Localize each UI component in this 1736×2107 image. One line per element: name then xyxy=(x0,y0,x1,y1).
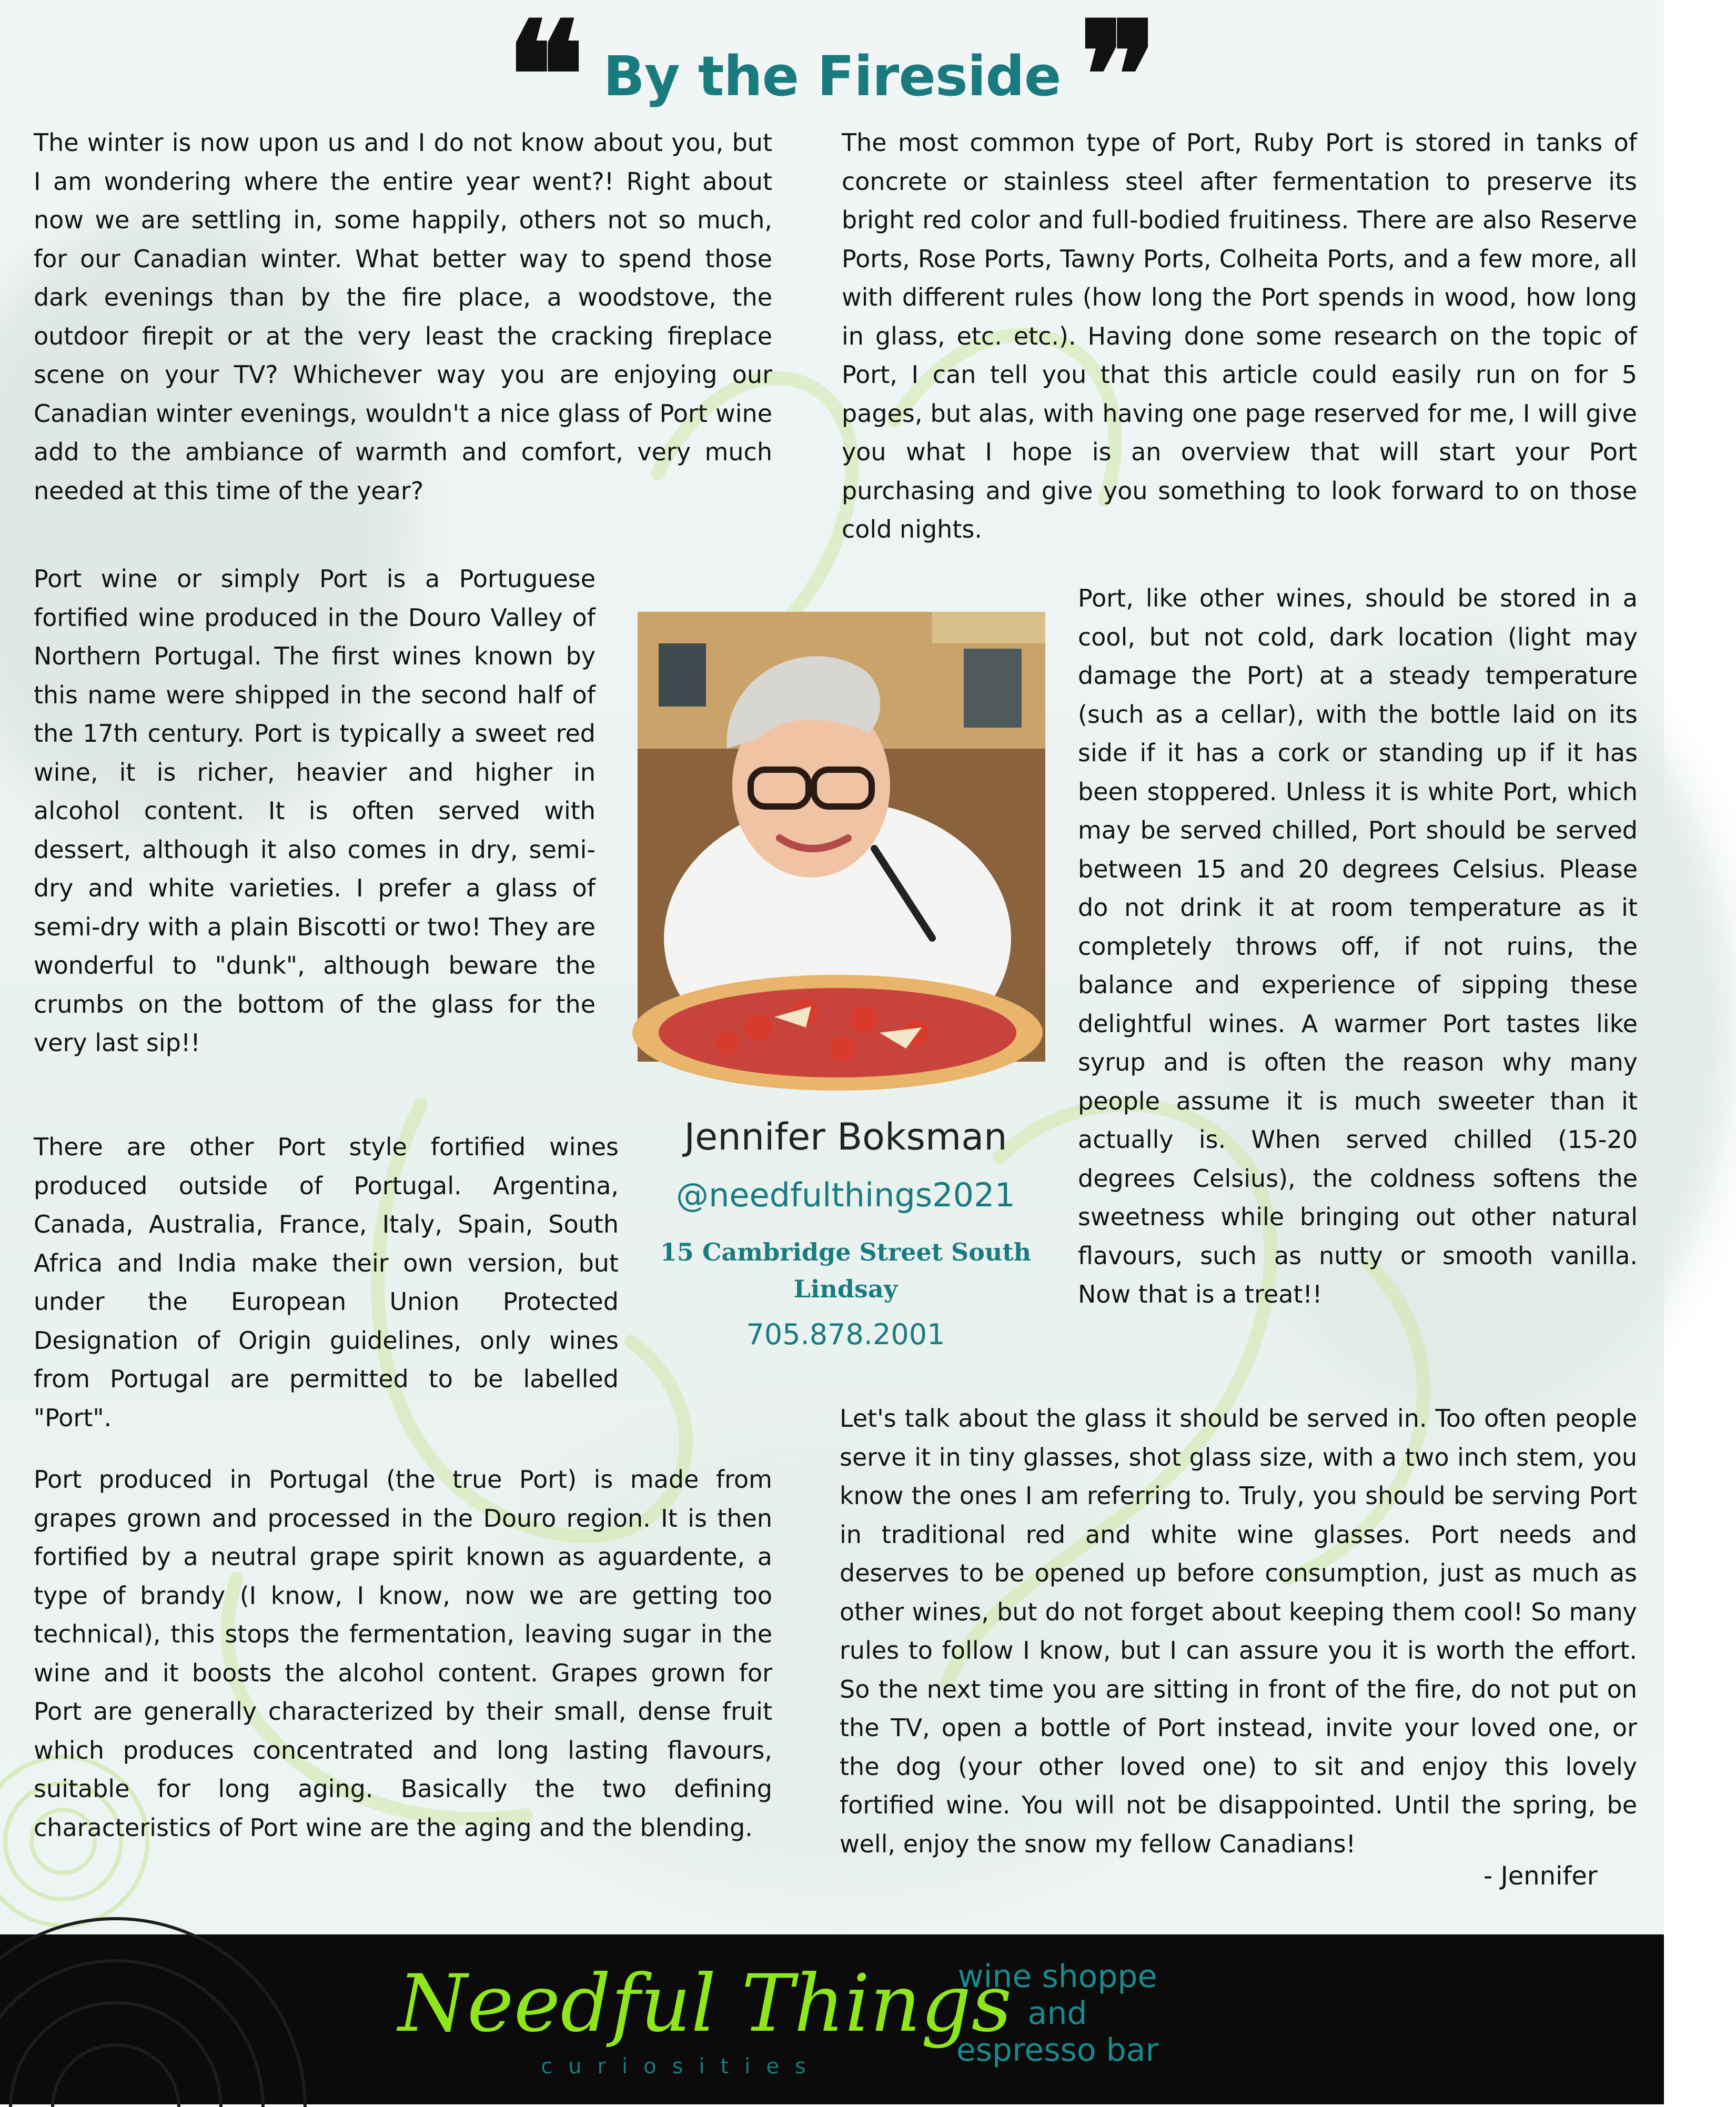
svg-text:Needful Things: Needful Things xyxy=(398,1958,1012,2050)
logo-subtitle: curiosities xyxy=(541,2054,822,2079)
footer-tagline xyxy=(952,1958,1163,2069)
address-line-2: Lindsay xyxy=(793,1275,898,1303)
tagline-line-2: and xyxy=(1027,1995,1087,2032)
address-line-1: 15 Cambridge Street South xyxy=(660,1238,1032,1266)
author-name: Jennifer Boksman xyxy=(684,1115,1007,1158)
needful-things-logo xyxy=(398,1954,1012,2054)
author-phone[interactable]: 705.878.2001 xyxy=(746,1318,945,1351)
tagline-line-3: espresso bar xyxy=(956,2032,1159,2069)
author-signature: - Jennifer xyxy=(1483,1861,1598,1891)
paragraph-glassware: Let's talk about the glass it should be served in. Too often people serve it in tiny glasses, shot glass size, with a two inch stem, you know the ones I am referring to. Truly, you should be serving Port in traditional red and white wine glasses. Port needs and deserves to be opened up before consumption, just as much as other wines, but do not forget about keeping them cool! So many rules to follow I know, but I can assure you it is worth the effort. So the next time you are sitting in front of the fire, do not put on the TV, open a bottle of Port instead, invite your loved one, or the dog (your other loved one) to sit and enjoy this lovely fortified wine. You will not be disappointed. Until the spring, be well, enjoy the snow my fellow Canadians! xyxy=(840,1404,1637,1858)
paragraph-ruby-port: The most common type of Port, Ruby Port is stored in tanks of concrete or stainless steel after fermentation to preserve its bright red color and full-bodied fruitiness. There are also Reserve Ports, Rose Ports, Tawny Ports, Colheita Ports, and a few more, all with different rules (how long the Port spends in wood, how long in glass, etc. etc.). Having done some research on the topic of Port, I can tell you that this article could easily run on for 5 pages, but alas, with having one page reserved for me, I will give you what I hope is an overview that will start your Port purchasing and give you something to look forward to on those cold nights. xyxy=(842,128,1637,543)
title-text: By the Fireside xyxy=(603,44,1061,108)
close-quote-icon: ❞ xyxy=(1078,0,1158,163)
author-social-handle[interactable]: @needfulthings2021 xyxy=(676,1176,1015,1214)
author-photo xyxy=(638,612,1045,1062)
paragraph-true-port: Port produced in Portugal (the true Port) is made from grapes grown and processed in the Douro region. It is then fortified by a neutral grape spirit known as aguardente, a type of brandy (I know, I know, now we are getting too technical), this stops the fermentation, leaving sugar in the wine and it boosts the alcohol content. Grapes grown for Port are generally characterized by their small, dense fruit which produces concentrated and long lasting flavours, suitable for long aging. Basically the two defining characteristics of Port wine are the aging and the blending. xyxy=(34,1465,772,1842)
tagline-line-1: wine shoppe xyxy=(957,1958,1157,1995)
paragraph-port-definition: Port wine or simply Port is a Portuguese fortified wine produced in the Douro Valley of Northern Portugal. The first wines known by this name were shipped in the second half of the 17th century. Port is typically a sweet red wine, it is richer, heavier and higher in alcohol content. It is often served with dessert, although it also comes in dry, semi-dry and white varieties. I prefer a glass of semi-dry with a plain Biscotti or two! They are wonderful to "dunk", although beware the crumbs on the bottom of the glass for the very last sip!! xyxy=(34,564,596,1057)
paragraph-storage: Port, like other wines, should be stored in a cool, but not cold, dark location (light may damage the Port) at a steady temperature (such as a cellar), with the bottle laid on its side if it has a cork or standing up if it has been stoppered. Unless it is white Port, which may be served chilled, Port should be served between 15 and 20 degrees Celsius. Please do not drink it at room temperature as it completely throws off, if not ruins, the balance and experience of sipping these delightful wines. A warmer Port tastes like syrup and is often the reason why many people assume it is much sweeter than it actually is. When served chilled (15-20 degrees Celsius), the coldness softens the sweetness while bringing out other natural flavours, such as nutty or smooth vanilla. Now that is a treat!! xyxy=(1078,584,1638,1308)
paragraph-other-port-styles: There are other Port style fortified wines produced outside of Portugal. Argentina, Canada, Australia, France, Italy, Spain, South Africa and India make their own version, but under the European Union Protected Designation of Origin guidelines, only wines from Portugal are permitted to be labelled "Port". xyxy=(34,1133,619,1432)
author-address xyxy=(626,1234,1065,1307)
paragraph-intro: The winter is now upon us and I do not know about you, but I am wondering where the entire year went?! Right about now we are settling in, some happily, others not so much, for our Canadian winter. What better way to spend those dark evenings than by the fire place, a woodstove, the outdoor firepit or at the very least the cracking fireplace scene on your TV? Whichever way you are enjoying our Canadian winter evenings, wouldn't a nice glass of Port wine add to the ambiance of warmth and comfort, very much needed at this time of the year? xyxy=(34,128,772,505)
open-quote-icon: ❝ xyxy=(506,0,586,163)
author-photo-illustration xyxy=(638,612,1045,1062)
article-title xyxy=(0,0,1664,163)
